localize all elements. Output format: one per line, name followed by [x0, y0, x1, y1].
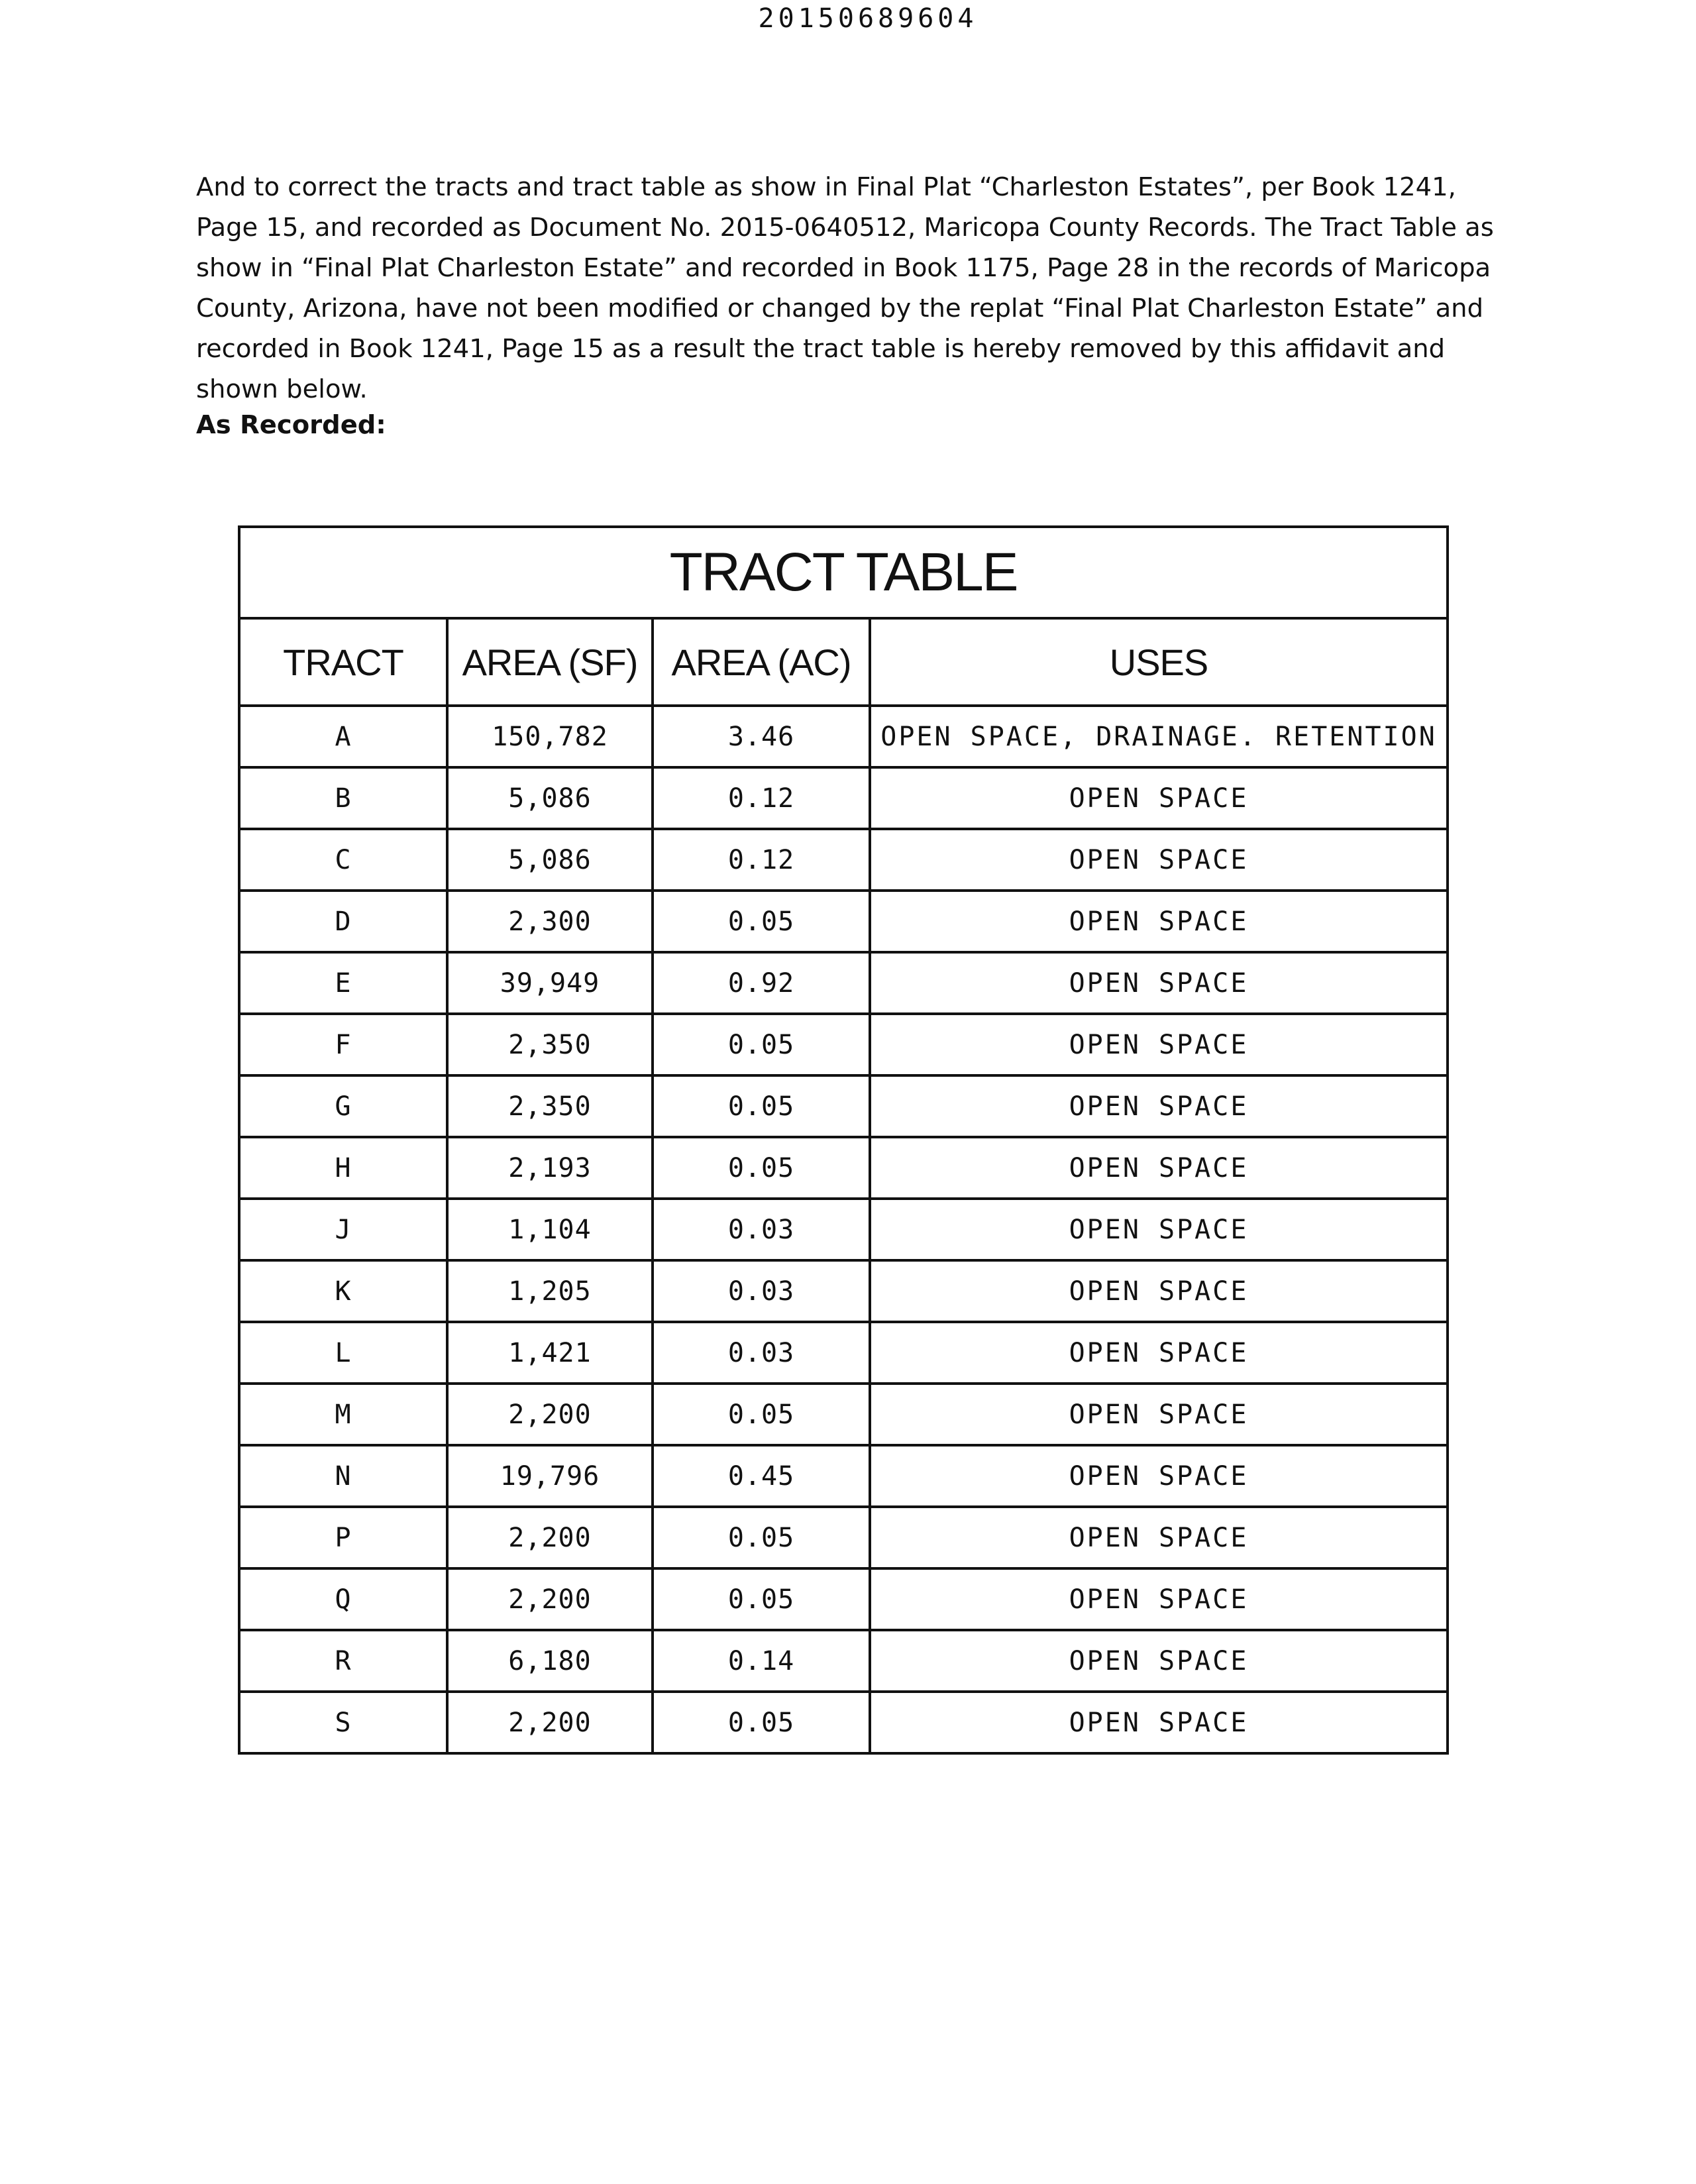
column-header-area-sf: AREA (SF): [447, 618, 653, 706]
column-header-tract: TRACT: [239, 618, 447, 706]
table-row: [239, 952, 1448, 1014]
table-row: [239, 1322, 1448, 1384]
area-ac-cell: 0.05: [653, 1568, 870, 1630]
area-ac-cell: 0.45: [653, 1445, 870, 1507]
area-sf-cell: 2,200: [447, 1692, 653, 1753]
area-sf-cell: 2,200: [447, 1507, 653, 1568]
uses-cell: OPEN SPACE: [870, 952, 1448, 1014]
area-ac-cell: 0.03: [653, 1322, 870, 1384]
area-ac-cell: 0.05: [653, 1692, 870, 1753]
area-sf-cell: 6,180: [447, 1630, 653, 1692]
uses-cell: OPEN SPACE: [870, 1014, 1448, 1075]
tract-cell: S: [239, 1692, 447, 1753]
tract-cell: N: [239, 1445, 447, 1507]
area-ac-cell: 0.12: [653, 767, 870, 829]
table-row: [239, 1692, 1448, 1753]
area-sf-cell: 1,205: [447, 1260, 653, 1322]
uses-cell: OPEN SPACE: [870, 1260, 1448, 1322]
uses-cell: OPEN SPACE: [870, 829, 1448, 891]
table-row: [239, 1075, 1448, 1137]
uses-cell: OPEN SPACE: [870, 1568, 1448, 1630]
tract-table-body: [239, 706, 1448, 1753]
area-sf-cell: 2,350: [447, 1014, 653, 1075]
tract-cell: M: [239, 1384, 447, 1445]
tract-cell: L: [239, 1322, 447, 1384]
area-sf-cell: 2,350: [447, 1075, 653, 1137]
area-ac-cell: 0.05: [653, 1137, 870, 1199]
tract-table-title: TRACT TABLE: [239, 527, 1448, 618]
area-ac-cell: 0.03: [653, 1199, 870, 1260]
uses-cell: OPEN SPACE: [870, 1445, 1448, 1507]
tract-cell: E: [239, 952, 447, 1014]
uses-cell: OPEN SPACE: [870, 1384, 1448, 1445]
uses-cell: OPEN SPACE: [870, 1199, 1448, 1260]
area-ac-cell: 0.05: [653, 1014, 870, 1075]
area-sf-cell: 19,796: [447, 1445, 653, 1507]
area-sf-cell: 150,782: [447, 706, 653, 767]
tract-cell: R: [239, 1630, 447, 1692]
area-ac-cell: 0.92: [653, 952, 870, 1014]
tract-cell: J: [239, 1199, 447, 1260]
column-header-area-ac: AREA (AC): [653, 618, 870, 706]
uses-cell: OPEN SPACE: [870, 1692, 1448, 1753]
area-ac-cell: 3.46: [653, 706, 870, 767]
area-sf-cell: 1,104: [447, 1199, 653, 1260]
tract-table: [238, 525, 1449, 1755]
table-row: [239, 1384, 1448, 1445]
tract-cell: K: [239, 1260, 447, 1322]
table-row: [239, 767, 1448, 829]
column-header-uses: USES: [870, 618, 1448, 706]
uses-cell: OPEN SPACE: [870, 767, 1448, 829]
area-ac-cell: 0.03: [653, 1260, 870, 1322]
area-sf-cell: 39,949: [447, 952, 653, 1014]
uses-cell: OPEN SPACE: [870, 1507, 1448, 1568]
area-sf-cell: 2,200: [447, 1568, 653, 1630]
uses-cell: OPEN SPACE: [870, 1322, 1448, 1384]
table-row: [239, 1507, 1448, 1568]
uses-cell: OPEN SPACE: [870, 1075, 1448, 1137]
table-row: [239, 891, 1448, 952]
section-label: As Recorded:: [196, 410, 386, 440]
area-sf-cell: 2,200: [447, 1384, 653, 1445]
table-row: [239, 1568, 1448, 1630]
area-ac-cell: 0.12: [653, 829, 870, 891]
tract-cell: B: [239, 767, 447, 829]
area-ac-cell: 0.05: [653, 1384, 870, 1445]
tract-cell: D: [239, 891, 447, 952]
area-ac-cell: 0.14: [653, 1630, 870, 1692]
area-ac-cell: 0.05: [653, 1075, 870, 1137]
table-row: [239, 1137, 1448, 1199]
area-sf-cell: 5,086: [447, 767, 653, 829]
area-sf-cell: 1,421: [447, 1322, 653, 1384]
area-ac-cell: 0.05: [653, 1507, 870, 1568]
table-row: [239, 706, 1448, 767]
tract-cell: P: [239, 1507, 447, 1568]
area-sf-cell: 2,300: [447, 891, 653, 952]
tract-cell: F: [239, 1014, 447, 1075]
intro-paragraph: And to correct the tracts and tract table as show in Final Plat “Charleston Estates”, per Book 1241, Page 15, and recorded as Document No. 2015-0640512, Maricopa County Records. The Tract Table as show in “Final Plat Charleston Estate” and recorded in Book 1175, Page 28 in the records of Maricopa County, Arizona, have not been modified or changed by the replat “Final Plat Charleston Estate” and recorded in Book 1241, Page 15 as a result the tract table is hereby removed by this affidavit and shown below.: [196, 172, 1494, 404]
table-row: [239, 1199, 1448, 1260]
tract-cell: G: [239, 1075, 447, 1137]
area-sf-cell: 2,193: [447, 1137, 653, 1199]
table-row: [239, 1260, 1448, 1322]
tract-cell: A: [239, 706, 447, 767]
uses-cell: OPEN SPACE: [870, 891, 1448, 952]
document-number: 20150689604: [758, 3, 978, 34]
area-ac-cell: 0.05: [653, 891, 870, 952]
table-row: [239, 829, 1448, 891]
area-sf-cell: 5,086: [447, 829, 653, 891]
tract-cell: Q: [239, 1568, 447, 1630]
table-row: [239, 1445, 1448, 1507]
uses-cell: OPEN SPACE: [870, 1137, 1448, 1199]
uses-cell: OPEN SPACE, DRAINAGE. RETENTION: [870, 706, 1448, 767]
tract-cell: C: [239, 829, 447, 891]
table-row: [239, 1630, 1448, 1692]
tract-cell: H: [239, 1137, 447, 1199]
uses-cell: OPEN SPACE: [870, 1630, 1448, 1692]
table-row: [239, 1014, 1448, 1075]
